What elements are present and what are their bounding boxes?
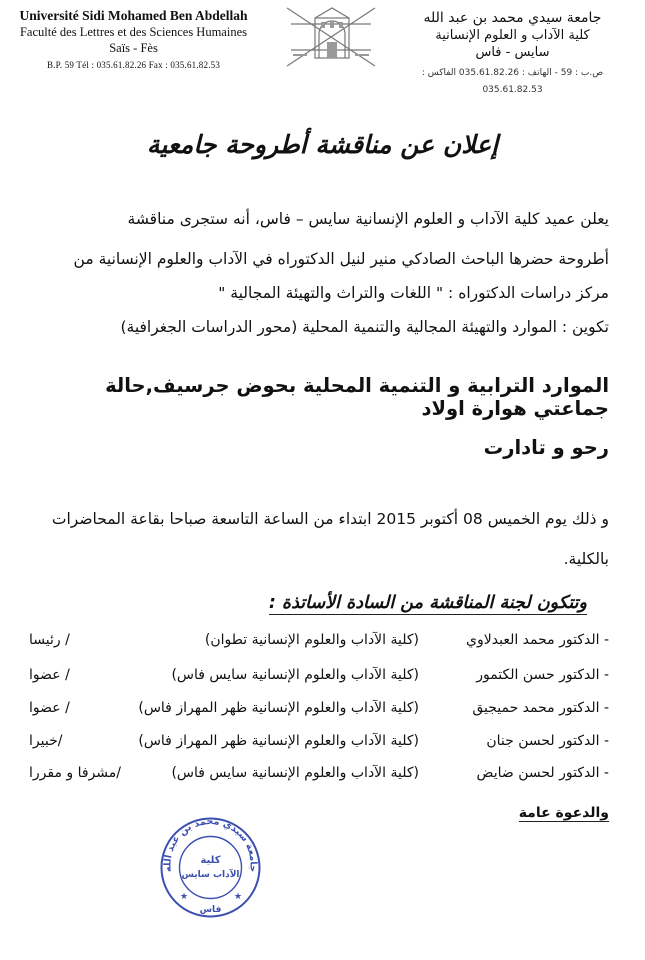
fr-city: Saïs - Fès [109,41,158,55]
announcement-line-2: أطروحة حضرها الباحث الصادكي منير لنيل الدكتوراه في الآداب والعلوم الإنسانية من [73,250,609,268]
announcement-title: إعلان عن مناقشة أطروحة جامعية [146,130,499,159]
star-icon: ★ [234,892,243,902]
ar-city: سايس - فاس [475,45,550,60]
university-logo-icon [285,4,377,70]
committee-heading: وتتكون لجنة المناقشة من السادة الأساتذة : [268,593,587,613]
star-icon: ★ [180,892,189,902]
ar-university-name: جامعة سيدي محمد بن عبد الله [423,10,602,26]
committee-row [29,765,609,789]
announcement-line-1: يعلن عميد كلية الآداب و العلوم الإنسانية سايس – فاس، أنه ستجرى مناقشة [127,210,609,228]
member-name: - الدكتور لحسن ضايض [476,765,609,781]
fr-contact: B.P. 59 Tél : 035.61.82.26 Fax : 035.61.82.53 [46,60,221,70]
committee-row [29,700,609,724]
member-institution: (كلية الآداب والعلوم الإنسانية تطوان) [204,632,419,648]
closing-invitation: والدعوة عامة [518,805,609,821]
member-name: - الدكتور لحسن جنان [486,733,609,749]
member-name: - الدكتور محمد حميجيق [472,700,609,716]
stamp-outer-text: جامعة سيدي محمد بن عبد الله [162,816,259,873]
member-role: /مشرفا و مقررا [29,765,122,781]
ar-contact: ص.ب : 59 - الهاتف : 035.61.82.26 الفاكس : 035.61.82.53 [421,68,604,95]
faculty-stamp-icon [158,815,263,920]
member-institution: (كلية الآداب والعلوم الإنسانية ظهر المهراز فاس) [138,733,419,749]
stamp-line-1: كلية [200,855,221,866]
member-institution: (كلية الآداب والعلوم الإنسانية سايس فاس) [171,765,419,781]
french-header [6,8,261,73]
thesis-title-line-1: الموارد الترابية و التنمية المحلية بحوض جرسيف,حالة جماعتي هوارة اولاد [105,374,609,420]
stamp-bottom-text: فاس [199,905,222,915]
committee-row [29,733,609,757]
member-institution: (كلية الآداب والعلوم الإنسانية ظهر المهراز فاس) [138,700,419,716]
member-role: / عضوا [29,700,70,716]
schedule-line-1: و ذلك يوم الخميس 08 أكتوبر 2015 ابتداء من الساعة التاسعة صباحا بقاعة المحاضرات [51,510,609,528]
arabic-header [400,10,625,99]
ar-faculty-name: كلية الآداب و العلوم الإنسانية [435,28,590,43]
fr-university-name: Université Sidi Mohamed Ben Abdellah [19,8,248,23]
committee-row [29,632,609,656]
fr-faculty-name: Faculté des Lettres et des Sciences Humaines [19,25,247,39]
stamp-line-2: الآداب سايس [181,870,240,880]
announcement-line-3: مركز دراسات الدكتوراه : " اللغات والتراث والتهيئة المجالية " [218,284,609,302]
member-institution: (كلية الآداب والعلوم الإنسانية سايس فاس) [171,667,419,683]
thesis-title-line-2: رحو و تادارت [483,436,609,459]
member-role: /خبيرا [29,733,63,749]
member-name: - الدكتور حسن الكتمور [476,667,609,683]
member-name: - الدكتور محمد العبدلاوي [466,632,609,648]
announcement-line-4: تكوين : الموارد والتهيئة المجالية والتنمية المحلية (محور الدراسات الجغرافية) [120,318,609,336]
schedule-line-2: بالكلية. [563,550,609,568]
member-role: / رئيسا [29,632,70,648]
committee-row [29,667,609,691]
member-role: / عضوا [29,667,70,683]
